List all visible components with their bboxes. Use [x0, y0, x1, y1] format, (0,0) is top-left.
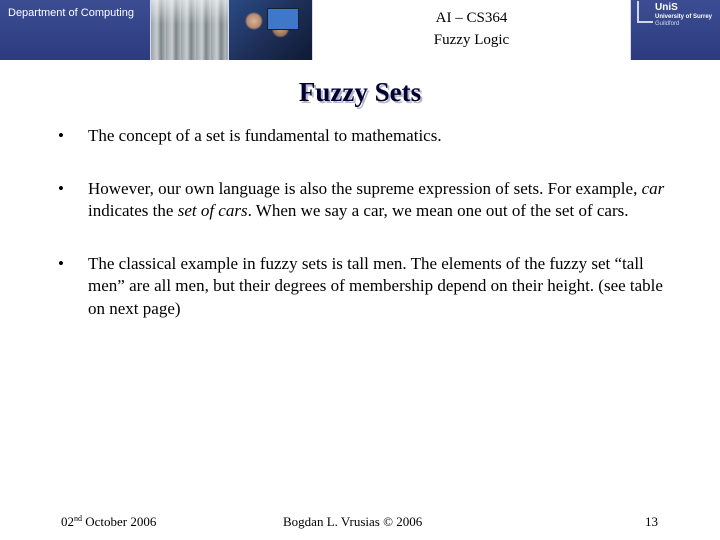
bullet-list	[58, 125, 678, 320]
logo-place: Guildford	[655, 21, 680, 27]
university-logo	[631, 0, 720, 60]
header-banner	[0, 0, 720, 60]
bullet2-car: car	[641, 178, 665, 198]
department-panel	[0, 0, 150, 60]
footer-author: Bogdan L. Vrusias © 2006	[283, 514, 423, 529]
bullet1-text: The concept of a	[88, 126, 206, 145]
bullet2-text3: . When we say a car, we mean one out of the set of cars.	[247, 201, 629, 220]
bullet-item	[58, 178, 678, 223]
students-photo	[229, 0, 312, 60]
bullet2-text2: indicates the	[88, 201, 178, 220]
bullet-item	[58, 253, 678, 321]
logo-university: University of Surrey	[655, 14, 713, 20]
bullet2-text: However, our own language is also the supreme expression of sets. For example,	[88, 178, 642, 198]
course-code: AI – CS364	[435, 10, 508, 26]
bullet-item	[58, 125, 678, 148]
date-day: 02	[61, 514, 74, 529]
bullet1-set: set	[206, 126, 225, 145]
footer-date	[61, 514, 156, 530]
department-label: Department of Computing	[8, 7, 134, 19]
date-suffix: nd	[74, 514, 82, 523]
bullet3-text: The classical example in fuzzy sets is tall men. The elements of the fuzzy set “tall men” are all men, but their degrees of membership depend on their height. (see table on next page)	[88, 253, 663, 318]
logo-name: UniS	[655, 2, 678, 13]
slide-title: Fuzzy Sets	[298, 77, 422, 107]
logo-mark-icon	[637, 1, 653, 23]
page-number: 13	[645, 514, 658, 529]
monitor-screen	[267, 8, 299, 30]
course-subject: Fuzzy Logic	[433, 32, 510, 48]
bullet1-rest: is fundamental to mathematics.	[224, 126, 442, 145]
course-title-box	[313, 0, 630, 60]
date-rest: October 2006	[82, 514, 157, 529]
bullet2-set-of-cars: set of cars	[177, 201, 248, 220]
lab-photo	[151, 0, 228, 60]
